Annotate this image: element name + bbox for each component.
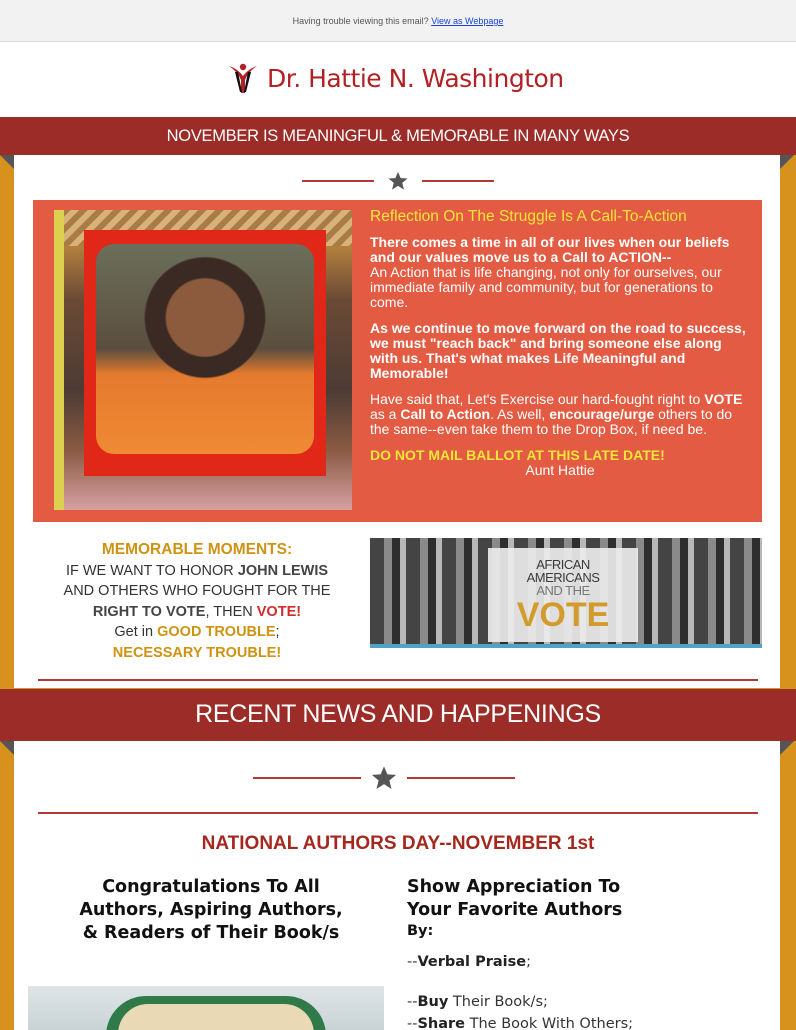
banner-title: NOVEMBER IS MEANINGFUL & MEMORABLE IN MANY WAYS — [166, 127, 630, 145]
star-divider — [253, 764, 515, 792]
memorable-moments — [42, 540, 352, 663]
divider-line — [422, 180, 494, 182]
appreciation-list — [407, 876, 737, 1030]
feature-p3-text: as a — [370, 406, 397, 422]
moments-text: ; — [275, 624, 280, 640]
feature-p3-urge: encourage/urge — [549, 406, 655, 422]
vote-caption-line: AFRICAN — [536, 557, 590, 572]
feature-heading: Reflection On The Struggle Is A Call-To-Action — [370, 208, 687, 225]
appreciation-by: By: — [407, 923, 434, 939]
moments-text: Get in — [114, 624, 154, 640]
star-icon — [387, 170, 409, 192]
moments-text: IF WE WANT TO HONOR — [65, 562, 234, 579]
moments-line: AND OTHERS WHO FOUGHT FOR THE — [63, 583, 331, 599]
book-pages — [118, 1004, 314, 1030]
feature-paragraph-1 — [370, 235, 750, 310]
item-bold: Verbal Praise — [417, 954, 527, 970]
moments-line — [42, 561, 352, 582]
brand-logo[interactable] — [226, 62, 564, 94]
banner-title: RECENT NEWS AND HAPPENINGS — [195, 700, 601, 728]
appreciation-title-line: Your Favorite Authors — [407, 900, 623, 920]
banner-fold-right — [780, 155, 794, 169]
feature-p3-text: Have said that, Let's Exercise our hard-fought right to — [370, 391, 701, 407]
item-rest: Their Book/s; — [448, 994, 548, 1010]
section-banner-news — [0, 689, 796, 741]
divider-line — [253, 777, 361, 779]
feature-paragraph-2: As we continue to move forward on the road to success, we must "reach back" and bring someone else along with us. That's what makes Life Meaningful and Memorable! — [370, 320, 746, 381]
moments-john-lewis: JOHN LEWIS — [237, 562, 329, 579]
moments-line — [42, 602, 352, 623]
figure-logo-icon — [226, 62, 260, 94]
appreciation-title-line: Show Appreciation To — [407, 877, 621, 897]
section-rule — [38, 679, 758, 681]
portrait-photo — [54, 210, 352, 510]
item-prefix: -- — [407, 1016, 418, 1030]
portrait-image — [96, 244, 314, 454]
preheader-notice: Having trouble viewing this email? — [292, 16, 429, 26]
photo-stripe — [54, 210, 64, 510]
moments-vote: VOTE! — [256, 603, 302, 620]
section-banner-november — [0, 117, 796, 155]
appreciation-item — [407, 1014, 737, 1030]
feature-p3-text: others to do the same--even take them to the Drop Box, if need be. — [370, 406, 733, 437]
congrats-line: Authors, Aspiring Authors, — [79, 900, 343, 920]
feature-p3-cta: Call to Action — [400, 406, 491, 422]
item-rest: The Book With Others; — [465, 1016, 634, 1030]
view-as-webpage-link[interactable]: View as Webpage — [431, 16, 504, 26]
feature-paragraph-3 — [370, 392, 750, 437]
banner-fold-right — [780, 741, 794, 755]
banner-fold-left — [0, 741, 14, 755]
star-icon — [370, 764, 398, 792]
feature-p1-bold: There comes a time in all of our lives when our beliefs and our values move us to a Call to ACTION-- — [370, 234, 730, 265]
vote-caption-vote: VOTE — [516, 596, 610, 634]
brand-title: Dr. Hattie N. Washington — [267, 63, 564, 93]
item-bold: Share — [417, 1016, 466, 1030]
feature-callout: DO NOT MAIL BALLOT AT THIS LATE DATE! — [370, 447, 665, 463]
congrats-heading — [52, 876, 370, 945]
feature-signature: Aunt Hattie — [525, 462, 595, 478]
item-bold: Buy — [417, 994, 449, 1010]
email-header — [0, 42, 796, 118]
vote-caption-line: AND THE — [536, 583, 590, 598]
congrats-line: Congratulations To All — [102, 877, 320, 897]
moments-necessary-trouble: NECESSARY TROUBLE! — [112, 644, 282, 661]
feature-p1-rest: An Action that is life changing, not only for ourselves, our immediate family and community, but for generations to come. — [370, 264, 722, 310]
feature-card — [33, 200, 762, 522]
moments-text: , THEN — [205, 603, 253, 620]
vote-image-caption — [488, 548, 638, 642]
moments-good-trouble: GOOD TROUBLE — [157, 624, 276, 640]
portrait-frame — [84, 230, 326, 476]
feature-text — [370, 209, 750, 478]
item-prefix: -- — [407, 954, 418, 970]
vote-caption-line: AMERICANS — [526, 570, 600, 585]
section-rule — [38, 812, 758, 814]
african-americans-vote-image[interactable] — [370, 538, 762, 648]
news-heading: NATIONAL AUTHORS DAY--NOVEMBER 1st — [201, 833, 595, 854]
moments-line — [42, 622, 352, 643]
divider-line — [407, 777, 515, 779]
appreciation-item — [407, 992, 737, 1012]
preheader-bar — [0, 0, 796, 42]
moments-right-to-vote: RIGHT TO VOTE — [92, 603, 206, 620]
appreciation-item — [407, 952, 737, 972]
open-book-image — [28, 986, 384, 1030]
feature-p3-vote: VOTE — [704, 391, 743, 407]
feature-p3-text: . As well, — [490, 406, 546, 422]
moments-title: MEMORABLE MOMENTS: — [101, 541, 293, 558]
congrats-line: & Readers of Their Book/s — [82, 923, 340, 943]
star-divider — [302, 170, 494, 192]
item-rest: ; — [526, 954, 531, 970]
item-prefix: -- — [407, 994, 418, 1010]
banner-fold-left — [0, 155, 14, 169]
divider-line — [302, 180, 374, 182]
vote-image-underline — [370, 644, 762, 648]
